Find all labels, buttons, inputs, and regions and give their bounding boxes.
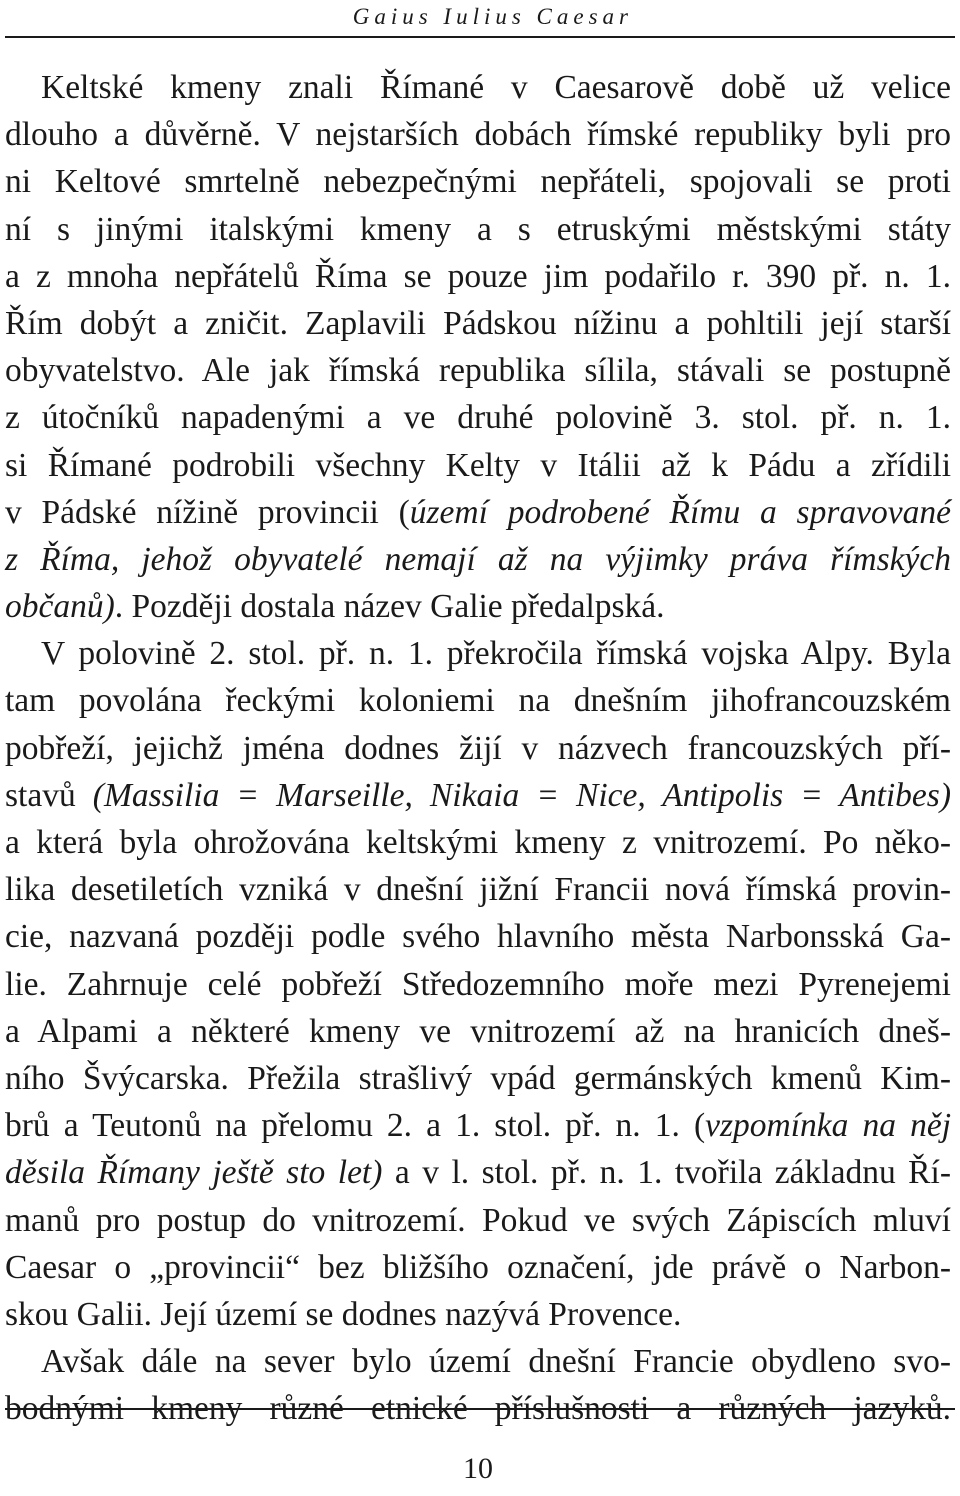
- text-line: stavů (Massilia = Marseille, Nikaia = Nice, Antipolis = Antibes): [5, 776, 951, 814]
- footer-rule: [5, 1408, 955, 1410]
- text-line: brů a Teutonů na přelomu 2. a 1. stol. př. n. 1. (vzpomínka na něj: [5, 1107, 952, 1145]
- text-line: a Alpami a některé kmeny ve vnitrozemí až na hranicích dneš-: [5, 1012, 951, 1050]
- text-line: Caesar o „provincii“ bez bližšího označení, jde právě o Narbon-: [5, 1248, 951, 1286]
- page-number: 10: [463, 1452, 493, 1485]
- text-line: ni Keltové smrtelně nebezpečnými nepřáteli, spojovali se proti: [5, 163, 951, 201]
- text-line: v Pádské nížině provincii (území podrobené Římu a spravované: [5, 493, 951, 531]
- text-line: a která byla ohrožována keltskými kmeny z vnitrozemí. Po něko-: [5, 824, 951, 861]
- text-line: a z mnoha nepřátelů Říma se pouze jim podařilo r. 390 př. n. 1.: [5, 257, 951, 295]
- text-line: tam povolána řeckými koloniemi na dnešním jihofrancouzském: [5, 682, 951, 720]
- body-text: [5, 64, 951, 1432]
- text-line: bodnými kmeny různé etnické příslušnosti a různých jazyků.: [5, 1390, 951, 1428]
- text-line: občanů). Později dostala název Galie předalpská.: [5, 588, 665, 626]
- text-line: manů pro postup do vnitrozemí. Pokud ve svých Zápiscích mluví: [5, 1201, 951, 1239]
- text-line: z útočníků napadenými a ve druhé polovině 3. stol. př. n. 1.: [5, 399, 951, 437]
- text-line: ní s jinými italskými kmeny a s etruskými městskými státy: [5, 210, 951, 248]
- header-rule: [5, 36, 955, 38]
- text-line: Keltské kmeny znali Římané v Caesarově době už velice: [41, 69, 951, 106]
- text-line: obyvatelstvo. Ale jak římská republika sílila, stávali se postupně: [5, 352, 951, 390]
- text-line: pobřeží, jejichž jména dodnes žijí v názvech francouzských pří-: [5, 729, 951, 767]
- text-line: z Říma, jehož obyvatelé nemají až na výjimky práva římských: [5, 540, 951, 578]
- running-header: Gaius Iulius Caesar: [352, 4, 633, 29]
- text-line: Řím dobýt a zničit. Zaplavili Pádskou nížinu a pohltili její starší: [5, 304, 951, 342]
- text-line: V polovině 2. stol. př. n. 1. překročila římská vojska Alpy. Byla: [41, 635, 951, 673]
- text-line: děsila Římany ještě sto let) a v l. stol. př. n. 1. tvořila základnu Ří-: [5, 1154, 951, 1192]
- text-line: cie, nazvaná později podle svého hlavního města Narbonsská Ga-: [5, 918, 951, 956]
- text-line: lika desetiletích vzniká v dnešní jižní Francii nová římská provin-: [5, 871, 951, 909]
- text-line: dlouho a důvěrně. V nejstarších dobách římské republiky byli pro: [5, 116, 951, 154]
- text-line: lie. Zahrnuje celé pobřeží Středozemního moře mezi Pyrenejemi: [5, 965, 951, 1003]
- text-line: Avšak dále na sever bylo území dnešní Francie obydleno svo-: [41, 1343, 951, 1381]
- text-line: ního Švýcarska. Přežila strašlivý vpád germánských kmenů Kim-: [5, 1059, 951, 1097]
- text-line: si Římané podrobili všechny Kelty v Itálii až k Pádu a zřídili: [5, 446, 951, 484]
- text-line: skou Galii. Její území se dodnes nazývá Provence.: [5, 1295, 682, 1333]
